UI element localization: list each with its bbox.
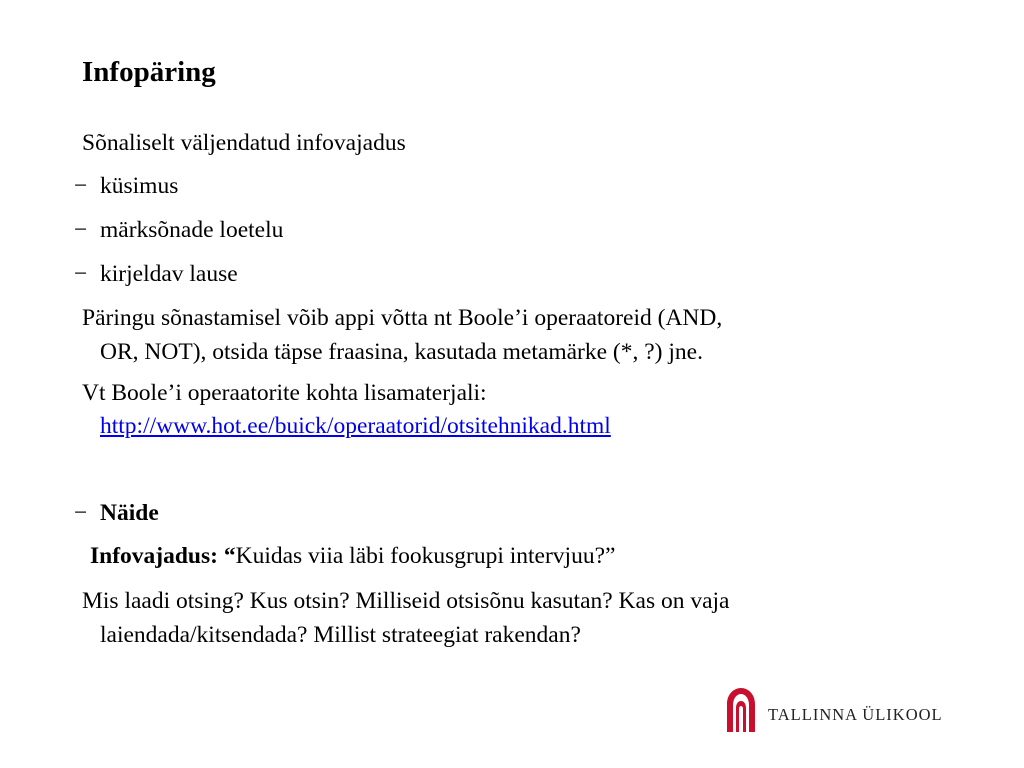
paragraph-operators-line2: OR, NOT), otsida täpse fraasina, kasutada metamärke (*, ?) jne. [100, 339, 703, 365]
questions-line2: laiendada/kitsendada? Millist strateegiat rakendan? [100, 622, 581, 648]
example-label: Infovajadus: “ [90, 543, 236, 569]
reference-link[interactable]: http://www.hot.ee/buick/operaatorid/otsitehnikad.html [100, 413, 611, 439]
bullet-item [74, 213, 283, 247]
paragraph-reference: Vt Boole’i operaatorite kohta lisamaterjali: [82, 380, 487, 406]
paragraph-operators-line1: Päringu sõnastamisel võib appi võtta nt Boole’i operaatoreid (AND, [82, 305, 723, 331]
dash-icon: − [74, 261, 88, 287]
questions-line1: Mis laadi otsing? Kus otsin? Milliseid otsisõnu kasutan? Kas on vaja [82, 588, 730, 614]
example-heading: Näide [100, 500, 159, 526]
example-heading-row [74, 496, 159, 530]
university-emblem-icon [724, 686, 758, 732]
university-logo [724, 686, 964, 732]
dash-icon: − [74, 173, 88, 199]
bullet-item [74, 257, 238, 291]
example-need [90, 539, 615, 573]
bullet-label: märksõnade loetelu [100, 217, 284, 243]
dash-icon: − [74, 217, 88, 243]
example-text: Kuidas viia läbi fookusgrupi intervjuu?” [235, 543, 616, 569]
bullet-item [74, 169, 178, 203]
university-name: TALLINNA ÜLIKOOL [768, 705, 943, 724]
dash-icon: − [74, 500, 88, 526]
slide-title: Infopäring [82, 56, 216, 88]
bullet-label: kirjeldav lause [100, 261, 238, 287]
intro-text: Sõnaliselt väljendatud infovajadus [82, 130, 406, 156]
bullet-label: küsimus [100, 173, 179, 199]
